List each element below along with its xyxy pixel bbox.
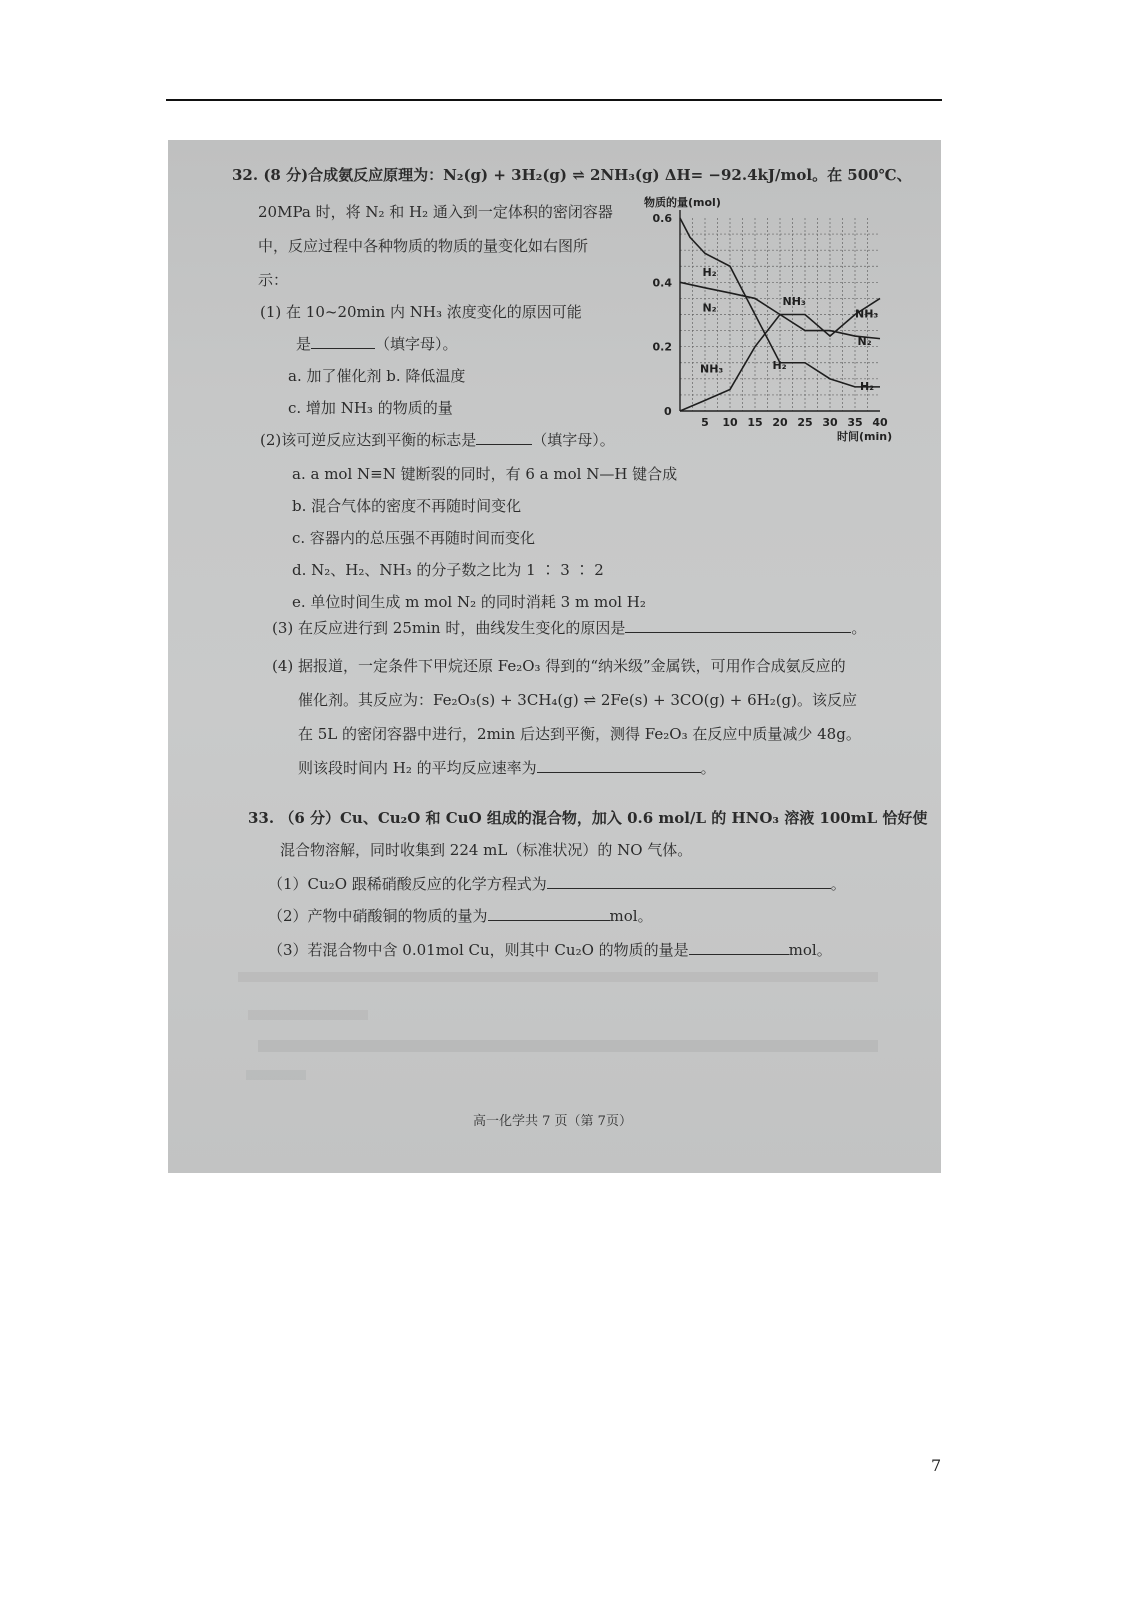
x-tick-label: 5	[701, 416, 709, 429]
curve-label: N₂	[702, 301, 717, 315]
curve-label: H₂	[860, 380, 875, 394]
q33-part1	[268, 874, 846, 894]
x-tick-label: 35	[847, 416, 863, 429]
q33-part2	[268, 906, 653, 926]
q33-header: 33. （6 分）Cu、Cu₂O 和 CuO 组成的混合物，加入 0.6 mol/L 的 HNO₃ 溶液 100mL 恰好使	[248, 809, 928, 827]
q32-part2-blank[interactable]	[476, 430, 532, 445]
curve-label: NH₃	[700, 362, 724, 376]
y-tick-label: 0.4	[652, 276, 672, 290]
q32-part2-stem	[260, 430, 615, 450]
q33-part2-prefix: （2）产物中硝酸铜的物质的量为	[268, 907, 488, 925]
q32-part1-answer-line	[296, 334, 458, 354]
y-axis-title: 物质的量(mol)	[644, 196, 721, 209]
q32-part3-end: 。	[851, 619, 867, 637]
q33-part3	[268, 940, 832, 960]
q33-part2-blank[interactable]	[488, 906, 610, 921]
q32-part1-blank[interactable]	[311, 334, 375, 349]
x-tick-label: 20	[772, 416, 788, 429]
bleed-through-smudge-3	[258, 1040, 878, 1052]
origin-tick-label: 0	[664, 405, 672, 418]
header-rule	[166, 99, 942, 101]
chart-labels	[700, 266, 878, 393]
q32-part4-blank[interactable]	[537, 758, 701, 773]
q33-line-2: 混合物溶解，同时收集到 224 mL（标准状况）的 NO 气体。	[280, 841, 693, 859]
q33-part2-unit: mol。	[609, 907, 653, 925]
y-tick-label: 0.6	[652, 212, 672, 225]
bleed-through-smudge-1	[238, 972, 878, 982]
y-tick-label: 0.2	[652, 340, 672, 354]
q32-intro-line-2: 中，反应过程中各种物质的物质的量变化如右图所	[258, 237, 589, 255]
curve-label: H₂	[702, 265, 717, 279]
q32-part3	[272, 618, 866, 638]
curve-label: NH₃	[782, 294, 806, 308]
bleed-through-smudge-2	[248, 1010, 368, 1020]
q32-part2-option-d: d. N₂、H₂、NH₃ 的分子数之比为 1 ∶ 3 ∶ 2	[292, 561, 604, 579]
q32-part2-option-b: b. 混合气体的密度不再随时间变化	[292, 497, 522, 515]
curve-label: N₂	[857, 335, 872, 349]
curve-label: H₂	[772, 359, 787, 373]
bleed-through-smudge-4	[246, 1070, 306, 1080]
x-tick-label: 40	[872, 416, 888, 429]
x-tick-label: 30	[822, 416, 838, 429]
q32-part2-option-a: a. a mol N≡N 键断裂的同时，有 6 a mol N—H 键合成	[292, 465, 678, 483]
sheet-footer: 高一化学共 7 页（第 7页）	[473, 1114, 632, 1129]
q32-part1-answer-suffix: （填字母）。	[375, 335, 458, 353]
q33-part3-prefix: （3）若混合物中含 0.01mol Cu，则其中 Cu₂O 的物质的量是	[268, 941, 689, 959]
q33-part1-blank[interactable]	[547, 874, 831, 889]
exam-sheet-photo	[168, 140, 941, 1173]
q32-part1-option-c: c. 增加 NH₃ 的物质的量	[288, 399, 453, 417]
q32-part3-blank[interactable]	[625, 618, 851, 633]
q33-part1-prefix: （1）Cu₂O 跟稀硝酸反应的化学方程式为	[268, 875, 547, 893]
q32-part4-line-3: 在 5L 的密闭容器中进行，2min 后达到平衡，测得 Fe₂O₃ 在反应中质量减少 48g。	[298, 725, 861, 743]
x-axis-title: 时间(min)	[837, 430, 893, 443]
q32-part4-line-4	[298, 758, 716, 778]
q33-part3-blank[interactable]	[689, 940, 789, 955]
q32-part4-line-1: (4) 据报道，一定条件下甲烷还原 Fe₂O₃ 得到的“纳米级”金属铁，可用作合成氨反应的	[272, 657, 846, 675]
q32-part2-suffix: （填字母）。	[532, 431, 615, 449]
q32-part1-stem: (1) 在 10~20min 内 NH₃ 浓度变化的原因可能	[260, 303, 582, 321]
q32-part3-stem: (3) 在反应进行到 25min 时，曲线发生变化的原因是	[272, 619, 626, 637]
x-tick-label: 10	[722, 416, 738, 429]
q32-part4-last-prefix: 则该段时间内 H₂ 的平均反应速率为	[298, 759, 537, 777]
x-tick-label: 15	[747, 416, 763, 429]
q32-part4-last-end: 。	[700, 759, 716, 777]
q32-header: 32. (8 分)合成氨反应原理为：N₂(g) + 3H₂(g) ⇌ 2NH₃(g) ΔH= −92.4kJ/mol。在 500℃、	[232, 166, 912, 184]
q32-part1-options-ab: a. 加了催化剂 b. 降低温度	[288, 367, 466, 385]
amount-vs-time-chart	[642, 196, 941, 446]
q33-part1-end: 。	[830, 875, 846, 893]
q32-intro-line-1: 20MPa 时，将 N₂ 和 H₂ 通入到一定体积的密闭容器	[258, 203, 613, 221]
page-number: 7	[931, 1456, 942, 1475]
q32-part2-option-e: e. 单位时间生成 m mol N₂ 的同时消耗 3 m mol H₂	[292, 593, 646, 611]
curve-label: NH₃	[855, 307, 879, 321]
q33-part3-unit: mol。	[788, 941, 832, 959]
q32-intro-line-3: 示：	[258, 271, 289, 289]
x-tick-label: 25	[797, 416, 813, 429]
q32-part2-prefix: (2)该可逆反应达到平衡的标志是	[260, 431, 477, 449]
q32-part4-line-2: 催化剂。其反应为：Fe₂O₃(s) + 3CH₄(g) ⇌ 2Fe(s) + 3CO(g) + 6H₂(g)。该反应	[298, 691, 858, 709]
q32-part2-option-c: c. 容器内的总压强不再随时间而变化	[292, 529, 535, 547]
q32-part1-answer-prefix: 是	[296, 335, 312, 353]
